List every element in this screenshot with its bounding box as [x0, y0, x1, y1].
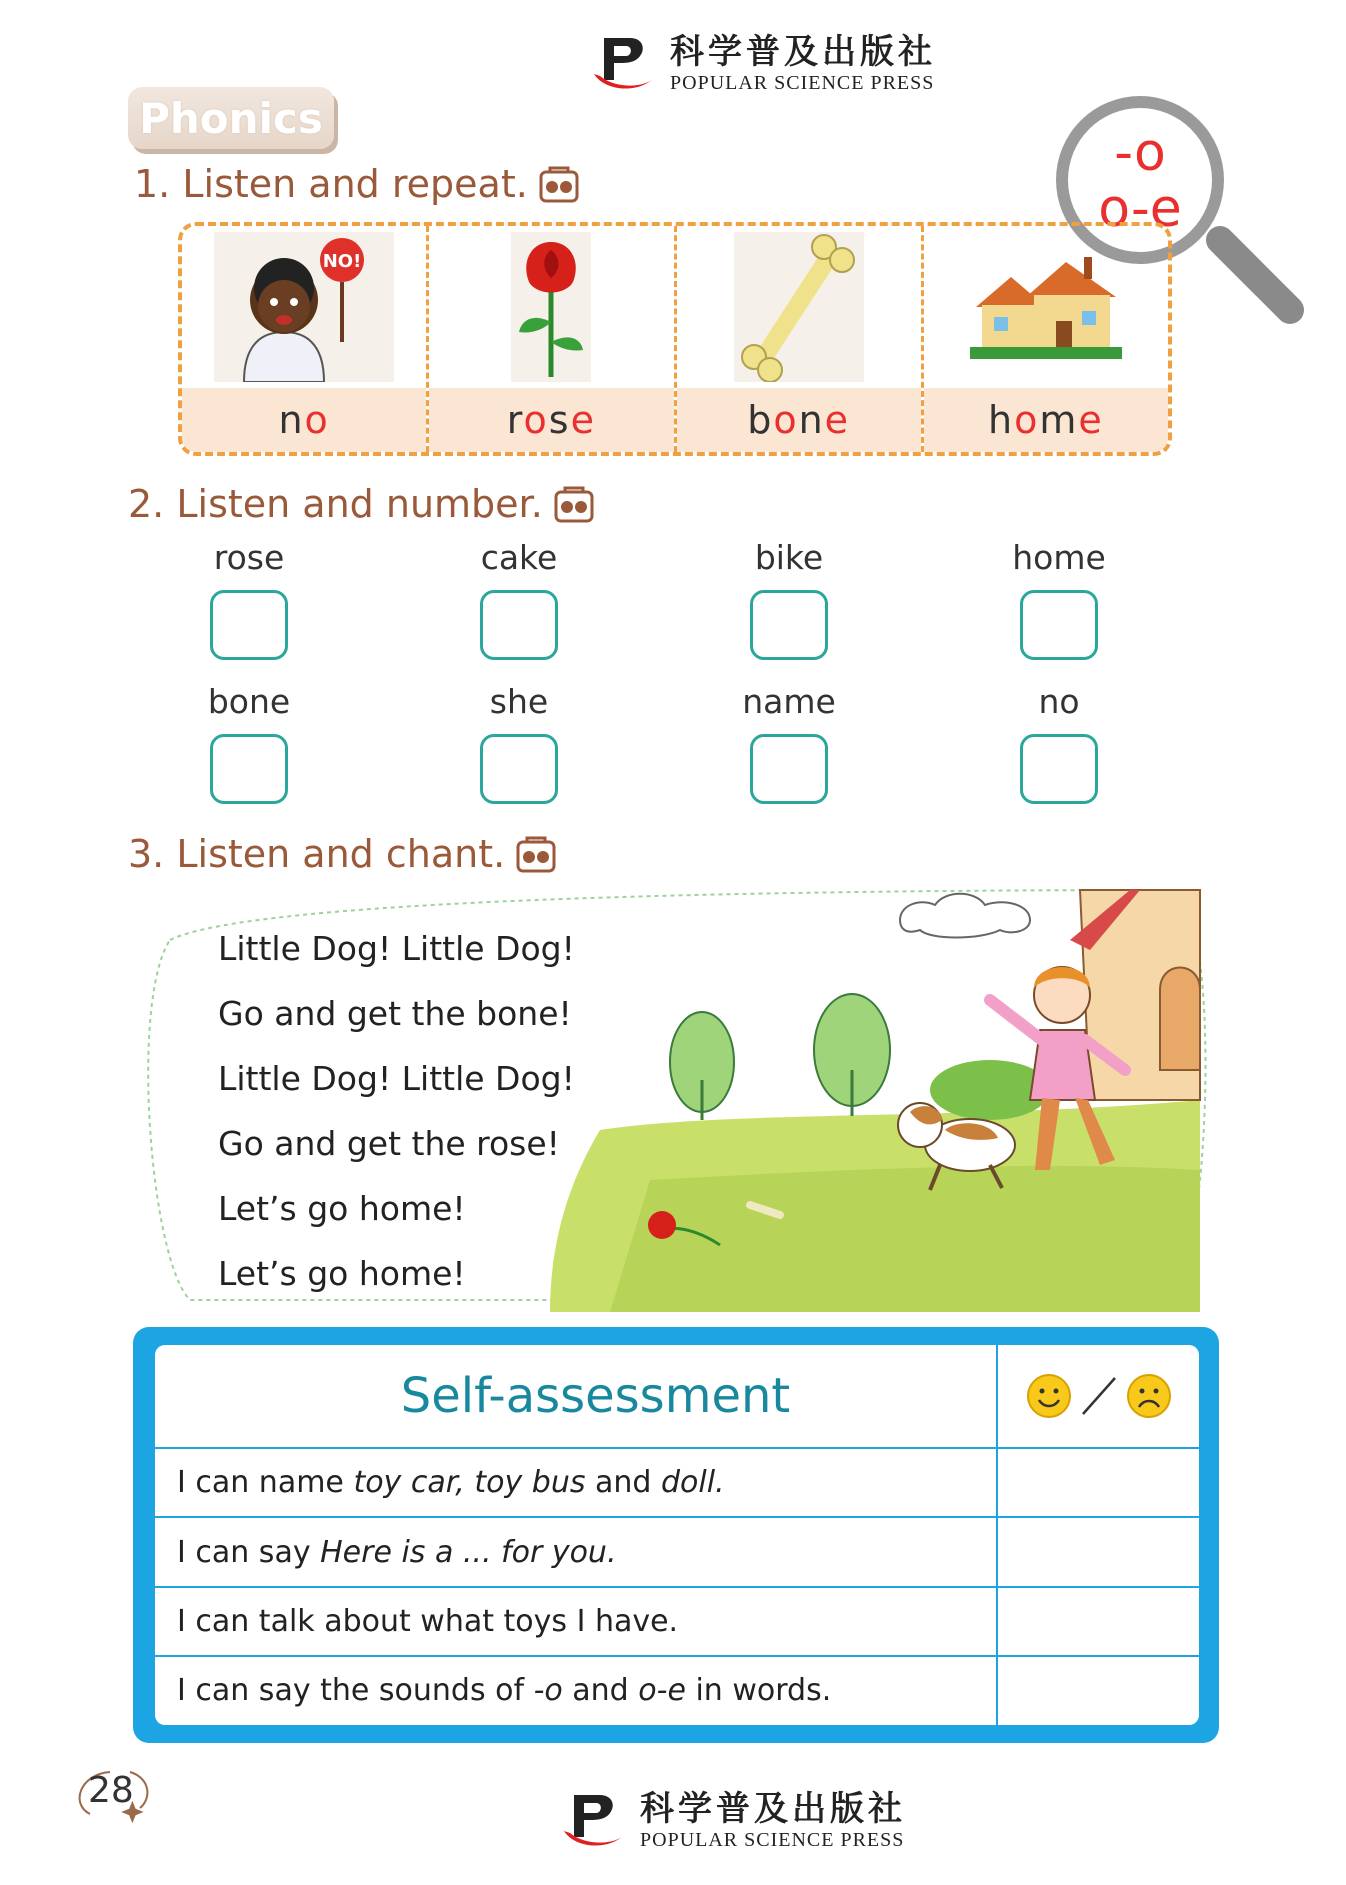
- number-answer-box[interactable]: [1020, 734, 1098, 804]
- sad-face-icon: [1125, 1372, 1173, 1420]
- section2-title-text: 2. Listen and number.: [128, 482, 543, 526]
- repeat-card-home[interactable]: [924, 226, 1168, 452]
- chant-line: Let’s go home!: [218, 1189, 466, 1228]
- assessment-row: [155, 1656, 1199, 1725]
- number-answer-box[interactable]: [480, 590, 558, 660]
- audio-player-icon[interactable]: [553, 484, 595, 524]
- chant-line: Little Dog! Little Dog!: [218, 1059, 575, 1098]
- assessment-statement: I can say Here is a ... for you.: [155, 1517, 997, 1586]
- number-item: home: [979, 538, 1139, 660]
- boy-no-sign-icon: [214, 232, 394, 382]
- number-item: no: [979, 682, 1139, 804]
- assessment-answer-cell[interactable]: [997, 1587, 1199, 1656]
- bone-icon: [734, 232, 864, 382]
- phonics-tab-label: Phonics: [139, 93, 323, 143]
- publisher-name-en: POPULAR SCIENCE PRESS: [640, 1828, 905, 1851]
- number-item: rose: [169, 538, 329, 660]
- house-icon: [966, 247, 1126, 367]
- publisher-logo-icon: [590, 30, 656, 96]
- number-item: cake: [439, 538, 599, 660]
- chant-line: Go and get the rose!: [218, 1124, 560, 1163]
- number-item: bike: [709, 538, 869, 660]
- assessment-answer-cell[interactable]: [997, 1517, 1199, 1586]
- repeat-word-rose: rose: [429, 388, 673, 452]
- number-answer-box[interactable]: [750, 590, 828, 660]
- happy-face-icon: [1025, 1372, 1073, 1420]
- number-answer-box[interactable]: [750, 734, 828, 804]
- section1-title-text: 1. Listen and repeat.: [134, 162, 528, 206]
- face-column-header: [997, 1345, 1199, 1448]
- page-number: 28: [70, 1764, 160, 1834]
- chant-line: Little Dog! Little Dog!: [218, 929, 575, 968]
- svg-text:NO!: NO!: [322, 251, 362, 272]
- rose-icon: [501, 232, 601, 382]
- audio-player-icon[interactable]: [515, 834, 557, 874]
- section3-title: [128, 832, 557, 876]
- self-assessment-panel: [133, 1327, 1219, 1743]
- assessment-row: [155, 1448, 1199, 1517]
- chant-line: Go and get the bone!: [218, 994, 572, 1033]
- section2-title: [128, 482, 595, 526]
- self-assessment-table: [155, 1345, 1199, 1725]
- publisher-name-cn: 科学普及出版社: [670, 31, 936, 72]
- publisher-logo-icon: [560, 1787, 626, 1853]
- assessment-statement: I can say the sounds of -o and o-e in words.: [177, 1673, 832, 1709]
- magnifier-line2: o-e: [1098, 179, 1182, 239]
- number-answer-box[interactable]: [210, 590, 288, 660]
- chant-line: Let’s go home!: [218, 1254, 466, 1293]
- section3-title-text: 3. Listen and chant.: [128, 832, 506, 876]
- number-item: she: [439, 682, 599, 804]
- publisher-footer: [560, 1787, 906, 1853]
- assessment-answer-cell[interactable]: [997, 1656, 1199, 1725]
- assessment-row: [155, 1587, 1199, 1656]
- assessment-statement: I can talk about what toys I have.: [155, 1587, 997, 1656]
- number-answer-box[interactable]: [210, 734, 288, 804]
- number-answer-box[interactable]: [480, 734, 558, 804]
- repeat-card-bone[interactable]: [677, 226, 924, 452]
- repeat-word-home: home: [924, 388, 1168, 452]
- assessment-answer-cell[interactable]: [997, 1448, 1199, 1517]
- number-item: bone: [169, 682, 329, 804]
- repeat-card-no[interactable]: [182, 226, 429, 452]
- number-answer-box[interactable]: [1020, 590, 1098, 660]
- repeat-word-bone: bone: [677, 388, 921, 452]
- section1-title: [134, 162, 580, 206]
- assessment-row: [155, 1517, 1199, 1586]
- phonics-tab: [128, 87, 334, 149]
- audio-player-icon[interactable]: [538, 164, 580, 204]
- self-assessment-title: Self-assessment: [155, 1345, 997, 1448]
- publisher-name-en: POPULAR SCIENCE PRESS: [670, 71, 935, 94]
- repeat-word-no: no: [182, 388, 426, 452]
- chant-lines: [218, 925, 575, 1315]
- listen-repeat-box: [178, 222, 1172, 456]
- assessment-statement: I can name toy car, toy bus and doll.: [155, 1448, 997, 1517]
- publisher-name-cn: 科学普及出版社: [640, 1788, 906, 1829]
- publisher-header: [590, 30, 936, 96]
- slash-icon: [1077, 1372, 1121, 1420]
- number-item: name: [709, 682, 869, 804]
- magnifier-line1: -o: [1114, 123, 1166, 183]
- repeat-card-rose[interactable]: [429, 226, 676, 452]
